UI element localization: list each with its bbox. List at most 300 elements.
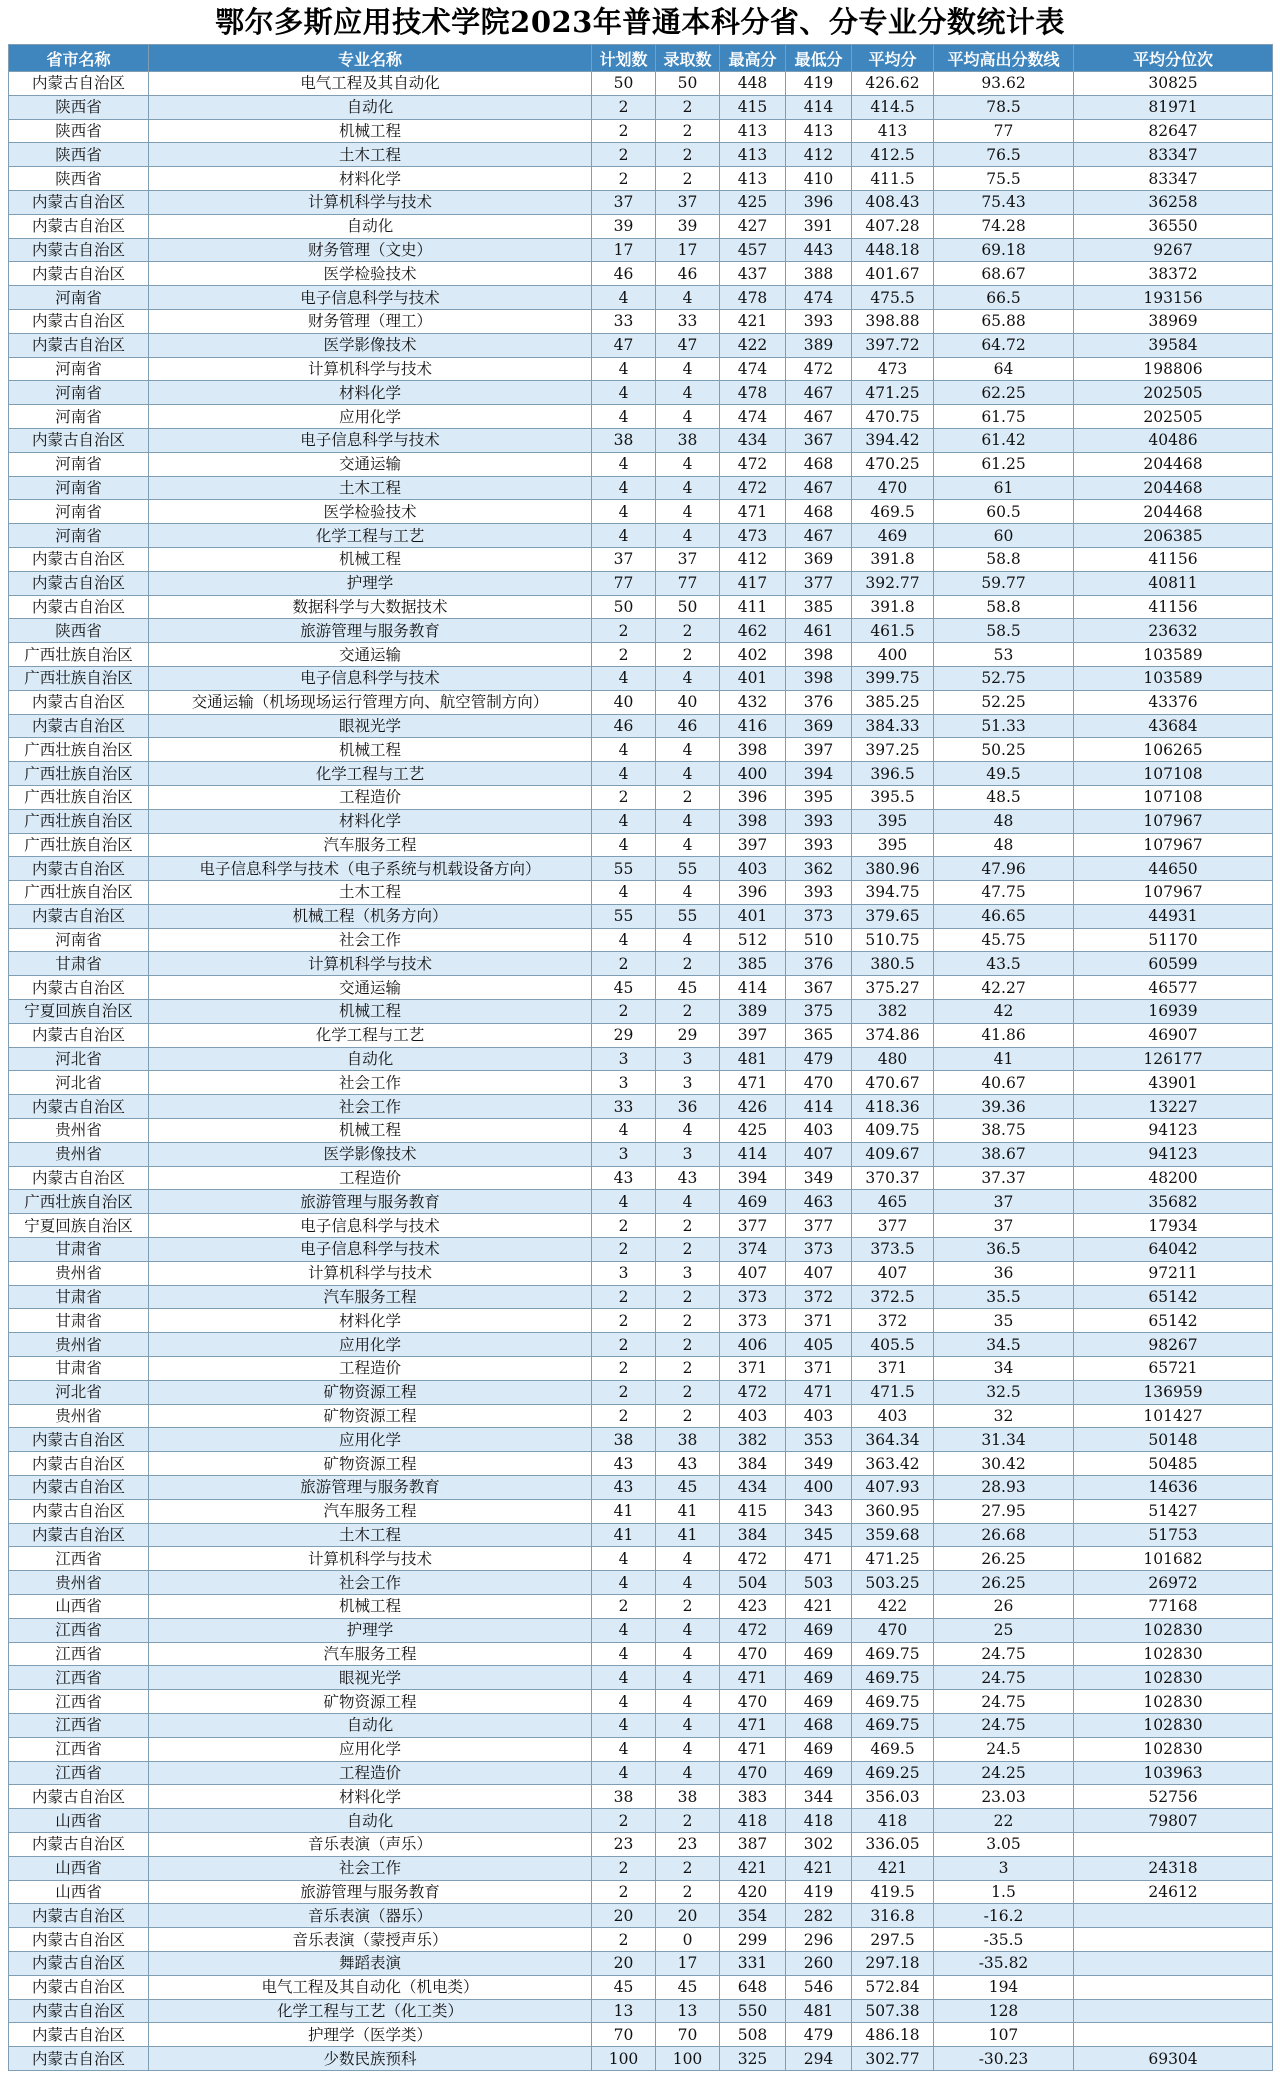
table-row (9, 286, 1273, 310)
col-header-above-line: 平均高出分数线 (934, 45, 1074, 72)
cell-avg: 364.34 (852, 1428, 934, 1452)
cell-above-line: 66.5 (934, 286, 1074, 310)
table-row (9, 928, 1273, 952)
cell-major: 机械工程 (149, 1595, 592, 1619)
cell-min: 391 (786, 214, 852, 238)
cell-province: 内蒙古自治区 (9, 1999, 149, 2023)
cell-rank: 39584 (1074, 333, 1273, 357)
table-row (9, 1832, 1273, 1856)
cell-province: 内蒙古自治区 (9, 1904, 149, 1928)
cell-major: 电子信息科学与技术 (149, 1214, 592, 1238)
cell-min: 388 (786, 262, 852, 286)
cell-max: 423 (720, 1595, 786, 1619)
cell-rank: 101427 (1074, 1404, 1273, 1428)
cell-min: 474 (786, 286, 852, 310)
cell-plan: 46 (592, 714, 656, 738)
cell-plan: 4 (592, 1547, 656, 1571)
cell-major: 社会工作 (149, 1071, 592, 1095)
cell-avg: 469.5 (852, 1737, 934, 1761)
cell-plan: 2 (592, 1000, 656, 1024)
cell-avg: 461.5 (852, 619, 934, 643)
table-row (9, 619, 1273, 643)
cell-min: 395 (786, 785, 852, 809)
cell-admitted: 3 (656, 1047, 720, 1071)
table-row (9, 1214, 1273, 1238)
cell-admitted: 4 (656, 500, 720, 524)
table-row (9, 1190, 1273, 1214)
cell-plan: 100 (592, 2047, 656, 2071)
cell-max: 407 (720, 1261, 786, 1285)
cell-above-line: 3 (934, 1856, 1074, 1880)
cell-province: 内蒙古自治区 (9, 2047, 149, 2071)
cell-province: 内蒙古自治区 (9, 309, 149, 333)
cell-major: 交通运输 (149, 976, 592, 1000)
cell-min: 467 (786, 381, 852, 405)
cell-rank: 107108 (1074, 785, 1273, 809)
table-row (9, 643, 1273, 667)
cell-avg: 470 (852, 1618, 934, 1642)
table-row (9, 452, 1273, 476)
cell-above-line: 24.75 (934, 1642, 1074, 1666)
cell-above-line: 93.62 (934, 72, 1074, 96)
cell-min: 375 (786, 1000, 852, 1024)
cell-max: 472 (720, 1618, 786, 1642)
table-row (9, 1476, 1273, 1500)
cell-rank: 46907 (1074, 1023, 1273, 1047)
cell-max: 470 (720, 1690, 786, 1714)
cell-max: 478 (720, 286, 786, 310)
cell-major: 少数民族预科 (149, 2047, 592, 2071)
cell-above-line: 68.67 (934, 262, 1074, 286)
cell-major: 护理学（医学类） (149, 2023, 592, 2047)
table-row (9, 1333, 1273, 1357)
cell-avg: 397.72 (852, 333, 934, 357)
cell-avg: 470 (852, 476, 934, 500)
cell-major: 旅游管理与服务教育 (149, 1476, 592, 1500)
cell-admitted: 4 (656, 666, 720, 690)
cell-rank: 38969 (1074, 309, 1273, 333)
cell-rank: 26972 (1074, 1571, 1273, 1595)
cell-rank: 41156 (1074, 547, 1273, 571)
cell-rank: 43901 (1074, 1071, 1273, 1095)
cell-admitted: 23 (656, 1832, 720, 1856)
cell-province: 江西省 (9, 1761, 149, 1785)
cell-admitted: 45 (656, 976, 720, 1000)
cell-admitted: 2 (656, 1404, 720, 1428)
table-row (9, 1809, 1273, 1833)
cell-plan: 43 (592, 1452, 656, 1476)
cell-above-line: 77 (934, 119, 1074, 143)
cell-min: 403 (786, 1404, 852, 1428)
cell-avg: 360.95 (852, 1499, 934, 1523)
cell-min: 394 (786, 762, 852, 786)
cell-province: 甘肃省 (9, 1285, 149, 1309)
cell-province: 贵州省 (9, 1119, 149, 1143)
cell-rank: 35682 (1074, 1190, 1273, 1214)
cell-province: 内蒙古自治区 (9, 1452, 149, 1476)
cell-province: 江西省 (9, 1618, 149, 1642)
cell-min: 546 (786, 1975, 852, 1999)
cell-above-line: 46.65 (934, 904, 1074, 928)
cell-avg: 373.5 (852, 1238, 934, 1262)
cell-avg: 392.77 (852, 571, 934, 595)
table-row (9, 524, 1273, 548)
cell-above-line: 37.37 (934, 1166, 1074, 1190)
cell-above-line: 27.95 (934, 1499, 1074, 1523)
cell-min: 471 (786, 1380, 852, 1404)
cell-admitted: 2 (656, 952, 720, 976)
cell-admitted: 2 (656, 1595, 720, 1619)
cell-major: 汽车服务工程 (149, 1642, 592, 1666)
cell-max: 417 (720, 571, 786, 595)
cell-admitted: 2 (656, 1214, 720, 1238)
table-row (9, 262, 1273, 286)
cell-rank: 52756 (1074, 1785, 1273, 1809)
cell-major: 社会工作 (149, 1571, 592, 1595)
cell-above-line: 41.86 (934, 1023, 1074, 1047)
cell-plan: 4 (592, 405, 656, 429)
cell-max: 373 (720, 1285, 786, 1309)
cell-min: 463 (786, 1190, 852, 1214)
cell-plan: 46 (592, 262, 656, 286)
cell-avg: 297.5 (852, 1928, 934, 1952)
cell-rank: 126177 (1074, 1047, 1273, 1071)
cell-avg: 384.33 (852, 714, 934, 738)
table-row (9, 1975, 1273, 1999)
cell-above-line: 62.25 (934, 381, 1074, 405)
cell-max: 472 (720, 476, 786, 500)
table-row (9, 571, 1273, 595)
cell-major: 机械工程（机务方向） (149, 904, 592, 928)
cell-admitted: 3 (656, 1261, 720, 1285)
cell-min: 470 (786, 1071, 852, 1095)
cell-avg: 401.67 (852, 262, 934, 286)
cell-province: 河北省 (9, 1071, 149, 1095)
cell-major: 机械工程 (149, 119, 592, 143)
cell-min: 376 (786, 690, 852, 714)
cell-min: 418 (786, 1809, 852, 1833)
cell-avg: 503.25 (852, 1571, 934, 1595)
cell-avg: 408.43 (852, 190, 934, 214)
cell-plan: 4 (592, 1761, 656, 1785)
cell-admitted: 4 (656, 738, 720, 762)
cell-max: 387 (720, 1832, 786, 1856)
cell-admitted: 50 (656, 595, 720, 619)
cell-min: 396 (786, 190, 852, 214)
cell-rank: 94123 (1074, 1119, 1273, 1143)
cell-min: 421 (786, 1856, 852, 1880)
cell-rank: 101682 (1074, 1547, 1273, 1571)
cell-plan: 3 (592, 1071, 656, 1095)
cell-rank: 102830 (1074, 1666, 1273, 1690)
cell-major: 音乐表演（器乐） (149, 1904, 592, 1928)
cell-avg: 377 (852, 1214, 934, 1238)
cell-province: 广西壮族自治区 (9, 833, 149, 857)
cell-avg: 421 (852, 1856, 934, 1880)
cell-province: 内蒙古自治区 (9, 333, 149, 357)
cell-max: 481 (720, 1047, 786, 1071)
cell-major: 交通运输（机场现场运行管理方向、航空管制方向） (149, 690, 592, 714)
cell-plan: 4 (592, 524, 656, 548)
cell-major: 应用化学 (149, 1428, 592, 1452)
cell-admitted: 46 (656, 714, 720, 738)
table-row (9, 1166, 1273, 1190)
cell-min: 353 (786, 1428, 852, 1452)
cell-admitted: 39 (656, 214, 720, 238)
cell-avg: 395.5 (852, 785, 934, 809)
table-row (9, 1071, 1273, 1095)
cell-major: 自动化 (149, 1809, 592, 1833)
cell-major: 化学工程与工艺（化工类） (149, 1999, 592, 2023)
cell-above-line: 61 (934, 476, 1074, 500)
table-row (9, 904, 1273, 928)
cell-above-line: 36.5 (934, 1238, 1074, 1262)
page-title: 鄂尔多斯应用技术学院2023年普通本科分省、分专业分数统计表 (215, 5, 1065, 39)
table-row (9, 476, 1273, 500)
cell-min: 371 (786, 1357, 852, 1381)
cell-province: 广西壮族自治区 (9, 738, 149, 762)
cell-max: 415 (720, 1499, 786, 1523)
cell-major: 材料化学 (149, 167, 592, 191)
cell-min: 414 (786, 1095, 852, 1119)
cell-max: 420 (720, 1880, 786, 1904)
cell-admitted: 4 (656, 452, 720, 476)
cell-max: 469 (720, 1190, 786, 1214)
cell-rank: 193156 (1074, 286, 1273, 310)
table-row (9, 1357, 1273, 1381)
table-row (9, 547, 1273, 571)
cell-plan: 2 (592, 1809, 656, 1833)
cell-plan: 17 (592, 238, 656, 262)
cell-above-line: 47.96 (934, 857, 1074, 881)
cell-min: 467 (786, 524, 852, 548)
cell-province: 广西壮族自治区 (9, 881, 149, 905)
cell-max: 413 (720, 167, 786, 191)
cell-plan: 47 (592, 333, 656, 357)
cell-major: 电子信息科学与技术（电子系统与机载设备方向） (149, 857, 592, 881)
cell-max: 457 (720, 238, 786, 262)
cell-min: 407 (786, 1261, 852, 1285)
cell-rank: 24318 (1074, 1856, 1273, 1880)
cell-admitted: 41 (656, 1523, 720, 1547)
cell-rank: 46577 (1074, 976, 1273, 1000)
cell-max: 383 (720, 1785, 786, 1809)
cell-province: 内蒙古自治区 (9, 1928, 149, 1952)
cell-admitted: 70 (656, 2023, 720, 2047)
table-row (9, 595, 1273, 619)
cell-plan: 2 (592, 143, 656, 167)
cell-max: 427 (720, 214, 786, 238)
cell-major: 社会工作 (149, 1856, 592, 1880)
cell-province: 山西省 (9, 1595, 149, 1619)
cell-rank: 51427 (1074, 1499, 1273, 1523)
table-row (9, 72, 1273, 96)
table-row (9, 190, 1273, 214)
cell-province: 甘肃省 (9, 1238, 149, 1262)
cell-above-line: 34.5 (934, 1333, 1074, 1357)
cell-max: 331 (720, 1951, 786, 1975)
table-row (9, 1499, 1273, 1523)
cell-major: 电子信息科学与技术 (149, 428, 592, 452)
cell-avg: 480 (852, 1047, 934, 1071)
cell-max: 471 (720, 1071, 786, 1095)
table-row (9, 809, 1273, 833)
table-row (9, 1666, 1273, 1690)
cell-above-line: 28.93 (934, 1476, 1074, 1500)
cell-max: 394 (720, 1166, 786, 1190)
cell-admitted: 37 (656, 190, 720, 214)
cell-major: 交通运输 (149, 643, 592, 667)
cell-above-line: 24.75 (934, 1713, 1074, 1737)
cell-min: 365 (786, 1023, 852, 1047)
cell-max: 471 (720, 1713, 786, 1737)
cell-above-line: 24.5 (934, 1737, 1074, 1761)
cell-avg: 469.75 (852, 1713, 934, 1737)
cell-min: 469 (786, 1618, 852, 1642)
cell-province: 山西省 (9, 1856, 149, 1880)
cell-min: 371 (786, 1309, 852, 1333)
cell-admitted: 4 (656, 381, 720, 405)
cell-above-line: 26.68 (934, 1523, 1074, 1547)
cell-above-line: 26.25 (934, 1571, 1074, 1595)
cell-rank: 102830 (1074, 1690, 1273, 1714)
cell-min: 407 (786, 1142, 852, 1166)
cell-max: 403 (720, 857, 786, 881)
cell-above-line: 37 (934, 1190, 1074, 1214)
cell-major: 工程造价 (149, 1357, 592, 1381)
cell-rank: 94123 (1074, 1142, 1273, 1166)
cell-above-line: 53 (934, 643, 1074, 667)
cell-plan: 4 (592, 928, 656, 952)
cell-plan: 20 (592, 1951, 656, 1975)
cell-province: 内蒙古自治区 (9, 571, 149, 595)
cell-rank: 204468 (1074, 500, 1273, 524)
cell-above-line: 47.75 (934, 881, 1074, 905)
cell-plan: 33 (592, 1095, 656, 1119)
cell-plan: 4 (592, 1690, 656, 1714)
cell-major: 舞蹈表演 (149, 1951, 592, 1975)
cell-max: 472 (720, 452, 786, 476)
cell-rank: 82647 (1074, 119, 1273, 143)
cell-admitted: 100 (656, 2047, 720, 2071)
table-row (9, 1285, 1273, 1309)
cell-rank: 202505 (1074, 381, 1273, 405)
cell-plan: 38 (592, 1785, 656, 1809)
cell-rank: 50485 (1074, 1452, 1273, 1476)
cell-above-line: 24.25 (934, 1761, 1074, 1785)
cell-above-line: 32.5 (934, 1380, 1074, 1404)
cell-rank: 102830 (1074, 1713, 1273, 1737)
cell-province: 河南省 (9, 381, 149, 405)
cell-province: 内蒙古自治区 (9, 857, 149, 881)
table-row (9, 1452, 1273, 1476)
cell-rank: 81971 (1074, 95, 1273, 119)
cell-above-line: -16.2 (934, 1904, 1074, 1928)
header-row (9, 45, 1273, 72)
cell-avg: 395 (852, 833, 934, 857)
cell-admitted: 55 (656, 904, 720, 928)
cell-major: 财务管理（文史） (149, 238, 592, 262)
cell-rank: 48200 (1074, 1166, 1273, 1190)
cell-province: 内蒙古自治区 (9, 547, 149, 571)
cell-plan: 43 (592, 1166, 656, 1190)
cell-admitted: 4 (656, 1119, 720, 1143)
table-row (9, 1880, 1273, 1904)
table-row (9, 1595, 1273, 1619)
cell-avg: 419.5 (852, 1880, 934, 1904)
table-row (9, 1119, 1273, 1143)
cell-avg: 470.67 (852, 1071, 934, 1095)
cell-rank: 65142 (1074, 1285, 1273, 1309)
cell-avg: 465 (852, 1190, 934, 1214)
cell-province: 内蒙古自治区 (9, 190, 149, 214)
cell-avg: 391.8 (852, 595, 934, 619)
cell-above-line: 52.75 (934, 666, 1074, 690)
cell-rank: 107967 (1074, 809, 1273, 833)
cell-plan: 55 (592, 857, 656, 881)
cell-above-line: -35.82 (934, 1951, 1074, 1975)
cell-rank: 51170 (1074, 928, 1273, 952)
cell-avg: 407.28 (852, 214, 934, 238)
cell-rank: 107967 (1074, 833, 1273, 857)
cell-min: 412 (786, 143, 852, 167)
cell-max: 648 (720, 1975, 786, 1999)
cell-province: 河北省 (9, 1380, 149, 1404)
cell-avg: 418.36 (852, 1095, 934, 1119)
cell-admitted: 43 (656, 1452, 720, 1476)
cell-above-line: 76.5 (934, 143, 1074, 167)
cell-plan: 2 (592, 1856, 656, 1880)
cell-plan: 38 (592, 428, 656, 452)
cell-avg: 394.42 (852, 428, 934, 452)
cell-min: 472 (786, 357, 852, 381)
table-body (9, 72, 1273, 2071)
cell-avg: 316.8 (852, 1904, 934, 1928)
cell-rank: 36550 (1074, 214, 1273, 238)
table-row (9, 952, 1273, 976)
cell-major: 交通运输 (149, 452, 592, 476)
cell-admitted: 4 (656, 1190, 720, 1214)
cell-max: 373 (720, 1309, 786, 1333)
cell-max: 422 (720, 333, 786, 357)
cell-plan: 2 (592, 1404, 656, 1428)
cell-province: 河南省 (9, 524, 149, 548)
cell-plan: 4 (592, 1571, 656, 1595)
cell-max: 414 (720, 1142, 786, 1166)
table-row (9, 1761, 1273, 1785)
table-row (9, 381, 1273, 405)
cell-avg: 380.96 (852, 857, 934, 881)
cell-min: 479 (786, 1047, 852, 1071)
cell-min: 405 (786, 1333, 852, 1357)
cell-major: 自动化 (149, 1713, 592, 1737)
cell-above-line: 34 (934, 1357, 1074, 1381)
cell-major: 眼视光学 (149, 714, 592, 738)
cell-max: 389 (720, 1000, 786, 1024)
cell-major: 计算机科学与技术 (149, 952, 592, 976)
cell-avg: 412.5 (852, 143, 934, 167)
cell-avg: 398.88 (852, 309, 934, 333)
table-row (9, 1095, 1273, 1119)
cell-plan: 45 (592, 976, 656, 1000)
cell-rank: 106265 (1074, 738, 1273, 762)
cell-max: 411 (720, 595, 786, 619)
cell-above-line: 43.5 (934, 952, 1074, 976)
cell-major: 汽车服务工程 (149, 1499, 592, 1523)
cell-major: 社会工作 (149, 1095, 592, 1119)
cell-above-line: 75.43 (934, 190, 1074, 214)
cell-plan: 2 (592, 1285, 656, 1309)
